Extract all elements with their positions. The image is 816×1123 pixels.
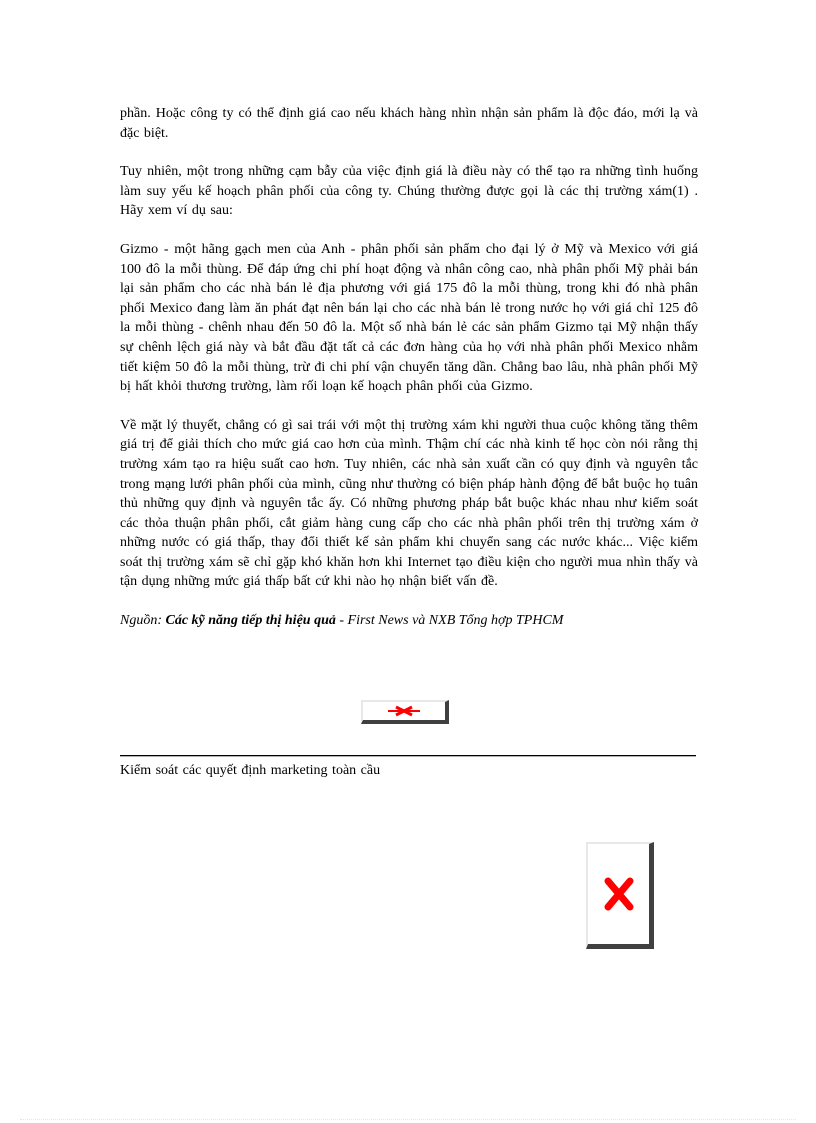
paragraph-grey-market-intro: Tuy nhiên, một trong những cạm bẫy của việc định giá là điều này có thể tạo ra những tình huống làm suy yếu kế hoạch phân phối của công ty. Chúng thường được gọi là các thị trường xám(1) . Hãy xem ví dụ sau: [120,164,698,219]
page-bottom-edge [20,1119,796,1120]
document-body [120,104,698,631]
source-citation [120,611,698,631]
broken-image-icon [384,705,424,717]
broken-image-icon [602,875,636,913]
paragraph-pricing-intro: phần. Hoặc công ty có thể định giá cao nếu khách hàng nhìn nhận sản phẩm là độc đáo, mới lạ và đặc biệt. [120,106,698,141]
source-prefix: Nguồn: [120,613,166,629]
broken-image-placeholder-wide [361,700,449,724]
source-suffix: - First News và NXB Tổng hợp TPHCM [335,613,564,629]
paragraph-grey-market-theory: Về mặt lý thuyết, chẳng có gì sai trái với một thị trường xám khi người thua cuộc không tăng thêm giá trị để giải thích cho mức giá cao hơn của mình. Thậm chí các nhà kinh tế học còn nói rằng thị trường xám tạo ra hiệu suất cao hơn. Tuy nhiên, các nhà sản xuất cần có quy định và nguyên tắc trong mạng lưới phân phối của mình, cũng như thường có biện pháp hành động để bắt buộc họ tuân thủ những quy định và nguyên tắc ấy. Có những phương pháp bắt buộc khác nhau như kiểm soát các thỏa thuận phân phối, cắt giảm hàng cung cấp cho các nhà phân phối trên thị trường xám ở những nước có giá thấp, thay đổi thiết kế sản phẩm khi chuyển sang các nước khác... Việc kiểm soát thị trường xám sẽ chỉ gặp khó khăn hơn khi Internet tạo điều kiện cho người mua nhìn thấy và tận dụng những mức giá thấp bất cứ khi nào họ nhận biết vấn đề. [120,417,698,590]
broken-image-placeholder-tall [586,842,654,949]
paragraph-gizmo-example: Gizmo - một hãng gạch men của Anh - phân phối sản phẩm cho đại lý ở Mỹ và Mexico với giá 100 đô la mỗi thùng. Để đáp ứng chi phí hoạt động và nhân công cao, nhà phân phối Mỹ phải bán lại sản phẩm cho các nhà bán lẻ địa phương với giá 175 đô la mỗi thùng, trong khi đó nhà phân phối Mexico đang làm ăn phát đạt nên bán lại cho các nhà bán lẻ trong nước họ với giá chỉ 125 đô la mỗi thùng - chênh nhau đến 50 đô la. Một số nhà bán lẻ các sản phẩm Gizmo tại Mỹ nhận thấy sự chênh lệch giá này và bắt đầu đặt tất cả các đơn hàng của họ với nhà phân phối Mexico nhằm tiết kiệm 50 đô la mỗi thùng, trừ đi chi phí vận chuyển tăng dần. Chẳng bao lâu, nhà phân phối Mỹ bị hất khỏi thương trường, làm rối loạn kế hoạch phân phối của Gizmo. [120,241,698,395]
source-title: Các kỹ năng tiếp thị hiệu quả [165,613,336,629]
section-caption: Kiểm soát các quyết định marketing toàn cầu [120,763,381,778]
section-divider [120,755,696,757]
